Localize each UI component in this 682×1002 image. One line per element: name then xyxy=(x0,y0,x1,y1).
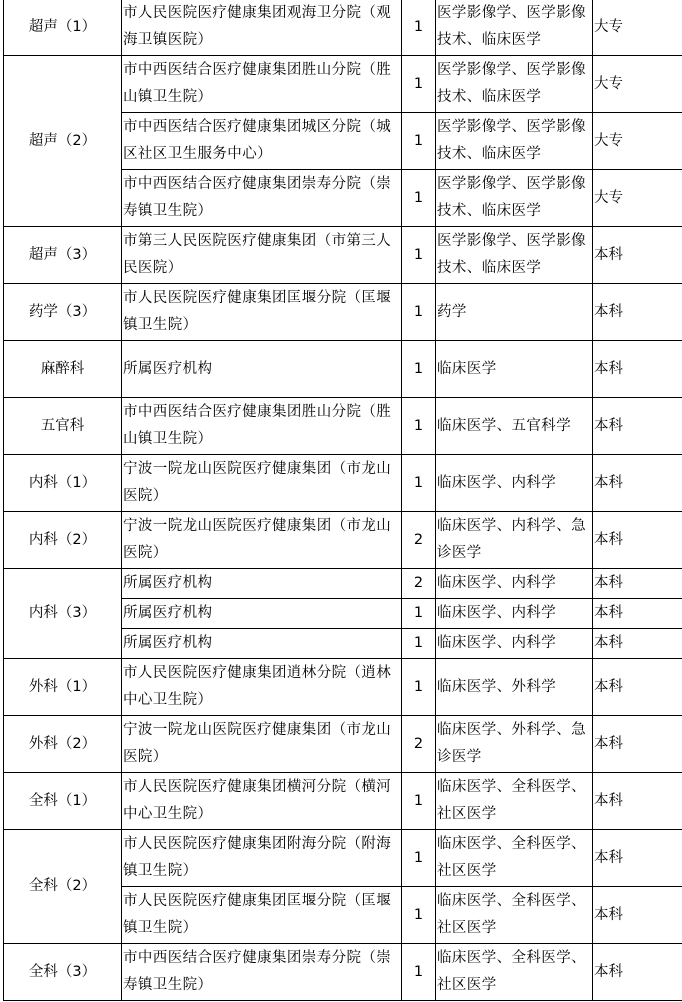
major-cell: 临床医学、全科医学、社区医学 xyxy=(436,830,593,887)
education-cell: 本科 xyxy=(593,512,682,569)
table-row xyxy=(4,944,682,1001)
position-cell: 全科（2） xyxy=(4,830,122,944)
major-cell: 医学影像学、医学影像技术、临床医学 xyxy=(436,227,593,284)
unit-cell: 市中西医结合医疗健康集团胜山分院（胜山镇卫生院） xyxy=(122,398,402,455)
count-cell: 1 xyxy=(402,659,436,716)
education-cell: 本科 xyxy=(593,398,682,455)
education-cell: 大专 xyxy=(593,170,682,227)
position-cell: 超声（2） xyxy=(4,56,122,227)
major-cell: 临床医学、内科学 xyxy=(436,569,593,599)
major-cell: 临床医学、内科学 xyxy=(436,599,593,629)
education-cell: 大专 xyxy=(593,0,682,56)
count-cell: 1 xyxy=(402,773,436,830)
major-cell: 医学影像学、医学影像技术、临床医学 xyxy=(436,170,593,227)
count-cell: 1 xyxy=(402,0,436,56)
major-cell: 临床医学、内科学、急诊医学 xyxy=(436,512,593,569)
table-row xyxy=(4,773,682,830)
major-cell: 临床医学、外科学、急诊医学 xyxy=(436,716,593,773)
count-cell: 1 xyxy=(402,944,436,1001)
major-cell: 临床医学 xyxy=(436,341,593,398)
position-cell: 超声（3） xyxy=(4,227,122,284)
unit-cell: 市人民医院医疗健康集团匡堰分院（匡堰镇卫生院） xyxy=(122,887,402,944)
major-cell: 临床医学、全科医学、社区医学 xyxy=(436,773,593,830)
unit-cell: 市中西医结合医疗健康集团城区分院（城区社区卫生服务中心） xyxy=(122,113,402,170)
major-cell: 药学 xyxy=(436,284,593,341)
education-cell: 本科 xyxy=(593,887,682,944)
unit-cell: 所属医疗机构 xyxy=(122,341,402,398)
education-cell: 本科 xyxy=(593,455,682,512)
table-row xyxy=(4,341,682,398)
major-cell: 临床医学、全科医学、社区医学 xyxy=(436,887,593,944)
table-row xyxy=(4,227,682,284)
count-cell: 1 xyxy=(402,227,436,284)
table-row xyxy=(4,716,682,773)
table-row xyxy=(4,830,682,887)
education-cell: 本科 xyxy=(593,773,682,830)
major-cell: 临床医学、内科学 xyxy=(436,455,593,512)
major-cell: 临床医学、五官科学 xyxy=(436,398,593,455)
recruitment-table xyxy=(3,0,682,1001)
education-cell: 本科 xyxy=(593,341,682,398)
major-cell: 临床医学、全科医学、社区医学 xyxy=(436,944,593,1001)
table-row xyxy=(4,0,682,56)
count-cell: 1 xyxy=(402,284,436,341)
count-cell: 1 xyxy=(402,170,436,227)
unit-cell: 市中西医结合医疗健康集团崇寿分院（崇寿镇卫生院） xyxy=(122,944,402,1001)
count-cell: 1 xyxy=(402,398,436,455)
count-cell: 1 xyxy=(402,629,436,659)
position-cell: 外科（1） xyxy=(4,659,122,716)
education-cell: 本科 xyxy=(593,944,682,1001)
education-cell: 本科 xyxy=(593,227,682,284)
unit-cell: 市人民医院医疗健康集团观海卫分院（观海卫镇医院） xyxy=(122,0,402,56)
education-cell: 大专 xyxy=(593,113,682,170)
unit-cell: 市人民医院医疗健康集团横河分院（横河中心卫生院） xyxy=(122,773,402,830)
count-cell: 1 xyxy=(402,113,436,170)
table-row xyxy=(4,455,682,512)
position-cell: 全科（3） xyxy=(4,944,122,1001)
table-row xyxy=(4,512,682,569)
education-cell: 本科 xyxy=(593,629,682,659)
unit-cell: 市人民医院医疗健康集团附海分院（附海镇卫生院） xyxy=(122,830,402,887)
education-cell: 本科 xyxy=(593,716,682,773)
major-cell: 临床医学、内科学 xyxy=(436,629,593,659)
position-cell: 内科（2） xyxy=(4,512,122,569)
education-cell: 大专 xyxy=(593,56,682,113)
position-cell: 内科（1） xyxy=(4,455,122,512)
major-cell: 医学影像学、医学影像技术、临床医学 xyxy=(436,113,593,170)
table-row xyxy=(4,284,682,341)
count-cell: 1 xyxy=(402,887,436,944)
count-cell: 1 xyxy=(402,830,436,887)
position-cell: 外科（2） xyxy=(4,716,122,773)
unit-cell: 宁波一院龙山医院医疗健康集团（市龙山医院） xyxy=(122,716,402,773)
table-row xyxy=(4,569,682,599)
table-row xyxy=(4,56,682,113)
major-cell: 医学影像学、医学影像技术、临床医学 xyxy=(436,0,593,56)
count-cell: 2 xyxy=(402,716,436,773)
position-cell: 全科（1） xyxy=(4,773,122,830)
major-cell: 临床医学、外科学 xyxy=(436,659,593,716)
unit-cell: 所属医疗机构 xyxy=(122,629,402,659)
education-cell: 本科 xyxy=(593,569,682,599)
unit-cell: 宁波一院龙山医院医疗健康集团（市龙山医院） xyxy=(122,512,402,569)
unit-cell: 市人民医院医疗健康集团逍林分院（逍林中心卫生院） xyxy=(122,659,402,716)
major-cell: 医学影像学、医学影像技术、临床医学 xyxy=(436,56,593,113)
position-cell: 内科（3） xyxy=(4,569,122,659)
unit-cell: 市人民医院医疗健康集团匡堰分院（匡堰镇卫生院） xyxy=(122,284,402,341)
unit-cell: 所属医疗机构 xyxy=(122,599,402,629)
count-cell: 1 xyxy=(402,56,436,113)
unit-cell: 所属医疗机构 xyxy=(122,569,402,599)
unit-cell: 市中西医结合医疗健康集团胜山分院（胜山镇卫生院） xyxy=(122,56,402,113)
count-cell: 1 xyxy=(402,599,436,629)
position-cell: 超声（1） xyxy=(4,0,122,56)
table-body xyxy=(4,0,682,1001)
unit-cell: 市第三人民医院医疗健康集团（市第三人民医院） xyxy=(122,227,402,284)
education-cell: 本科 xyxy=(593,599,682,629)
position-cell: 五官科 xyxy=(4,398,122,455)
unit-cell: 宁波一院龙山医院医疗健康集团（市龙山医院） xyxy=(122,455,402,512)
table-row xyxy=(4,398,682,455)
position-cell: 药学（3） xyxy=(4,284,122,341)
education-cell: 本科 xyxy=(593,830,682,887)
unit-cell: 市中西医结合医疗健康集团崇寿分院（崇寿镇卫生院） xyxy=(122,170,402,227)
table-row xyxy=(4,659,682,716)
position-cell: 麻醉科 xyxy=(4,341,122,398)
count-cell: 2 xyxy=(402,512,436,569)
education-cell: 本科 xyxy=(593,659,682,716)
count-cell: 1 xyxy=(402,341,436,398)
count-cell: 1 xyxy=(402,455,436,512)
count-cell: 2 xyxy=(402,569,436,599)
education-cell: 本科 xyxy=(593,284,682,341)
